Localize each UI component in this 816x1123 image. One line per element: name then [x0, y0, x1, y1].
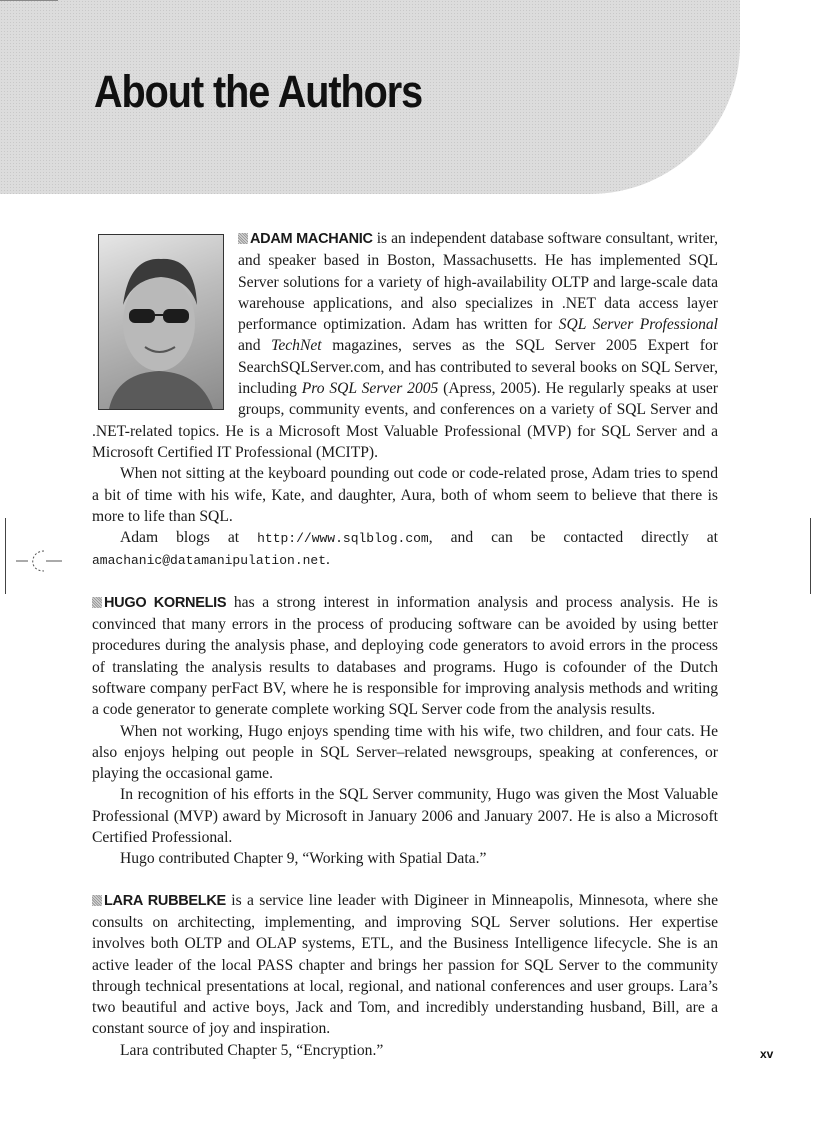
bio-lead-paragraph [92, 592, 718, 721]
registration-mark-icon [16, 548, 62, 574]
bio-text: has a strong interest in information analysis and process analysis. He is convinced that many errors in the process of producing software can be avoided by using better procedures during the analysis phase, and deploying code generators to avoid errors in the process of translating the analysis results to databases and programs. Hugo is cofounder of the Dutch software company perFact BV, where he is responsible for improving analysis methods and writing a code generator to generate complete working SQL Server code from the analysis results. [92, 593, 718, 719]
bio-text: Hugo contributed Chapter 9, “Working with Spatial Data.” [120, 850, 487, 868]
author-name: LARA RUBBELKE [104, 892, 226, 909]
bio-paragraph [92, 784, 718, 848]
bio-paragraph [92, 463, 718, 527]
bio-text: . [326, 551, 330, 569]
bio-text: is a service line leader with Digineer in Minneapolis, Minnesota, where she consults on architecting, implementing, and improving SQL Server solutions. Her expertise involves both OLTP and OLAP systems, ETL, and the Business Intelligence lifecycle. She is an active leader of the local PASS chapter and brings her passion for SQL Server to the community through technical presentations at local, regional, and national conferences and user groups. Lara’s two beautiful and active boys, Jack and Tom, and incredibly understanding husband, Bill, are a constant source of joy and inspiration. [92, 891, 719, 1038]
author-bios [92, 228, 718, 1061]
page-title: About the Authors [94, 66, 423, 117]
author-marker-icon [92, 597, 102, 608]
bio-lead-paragraph [92, 890, 718, 1040]
page-number: xv [760, 1047, 774, 1061]
bio-paragraph [92, 721, 718, 785]
author-bio [92, 890, 718, 1061]
bio-text: and [238, 337, 272, 355]
crop-corner-mark [0, 0, 58, 4]
bio-text: (Apress, 2005). He regularly speaks at user groups, community events, and conferences on a variety of SQL Server and .NET-related topics. He is a Microsoft Most Valuable Professional (MVP) for SQL Server and a Microsoft Certified IT Professional (MCITP). [92, 380, 718, 461]
bio-paragraph [92, 848, 718, 869]
bio-text: Lara contributed Chapter 5, “Encryption.” [120, 1041, 384, 1059]
bio-text: In recognition of his efforts in the SQL Server community, Hugo was given the Most Valuable Professional (MVP) award by Microsoft in January 2006 and January 2007. He is also a Microsoft Certified Professional. [92, 786, 718, 847]
author-name: HUGO KORNELIS [104, 594, 227, 611]
author-name: ADAM MACHANIC [250, 231, 373, 247]
bio-paragraph [92, 527, 718, 572]
author-bio [92, 228, 718, 572]
author-marker-icon [92, 895, 102, 906]
contact-text: amachanic@datamanipulation.net [92, 553, 327, 569]
bio-paragraph [92, 1040, 718, 1061]
author-marker-icon [238, 233, 248, 244]
publication-title: Pro SQL Server 2005 [301, 380, 439, 398]
contact-text: http://www.sqlblog.com [257, 531, 429, 547]
bio-text: When not working, Hugo enjoys spending time with his wife, two children, and four cats. He also enjoys helping out people in SQL Server–related newsgroups, speaking at conferences, or playing the occasional game. [92, 722, 718, 783]
crop-mark-right [810, 518, 811, 594]
bio-text: is an independent database software consultant, writer, and speaker based in Boston, Massachusetts. He has implemented SQL Server solutions for a variety of high-availability OLTP and large-scale data warehouse applications, and also specializes in .NET data access layer performance optimization. Adam has written for [238, 230, 718, 334]
bio-text: Adam blogs at [120, 529, 258, 547]
bio-text: , and can be contacted directly at [428, 529, 718, 547]
author-photo [98, 234, 224, 410]
publication-title: TechNet [271, 337, 322, 355]
crop-mark-left [5, 518, 6, 594]
publication-title: SQL Server Professional [558, 316, 719, 334]
bio-text: When not sitting at the keyboard pounding out code or code-related prose, Adam tries to spend a bit of time with his wife, Kate, and daughter, Aura, both of whom seem to believe that there is more to life than SQL. [92, 465, 718, 525]
bio-text: magazines, serves as the SQL Server 2005 Expert for SearchSQLServer.com, and has contributed to several books on SQL Server, including [238, 337, 718, 398]
author-bio [92, 592, 718, 870]
